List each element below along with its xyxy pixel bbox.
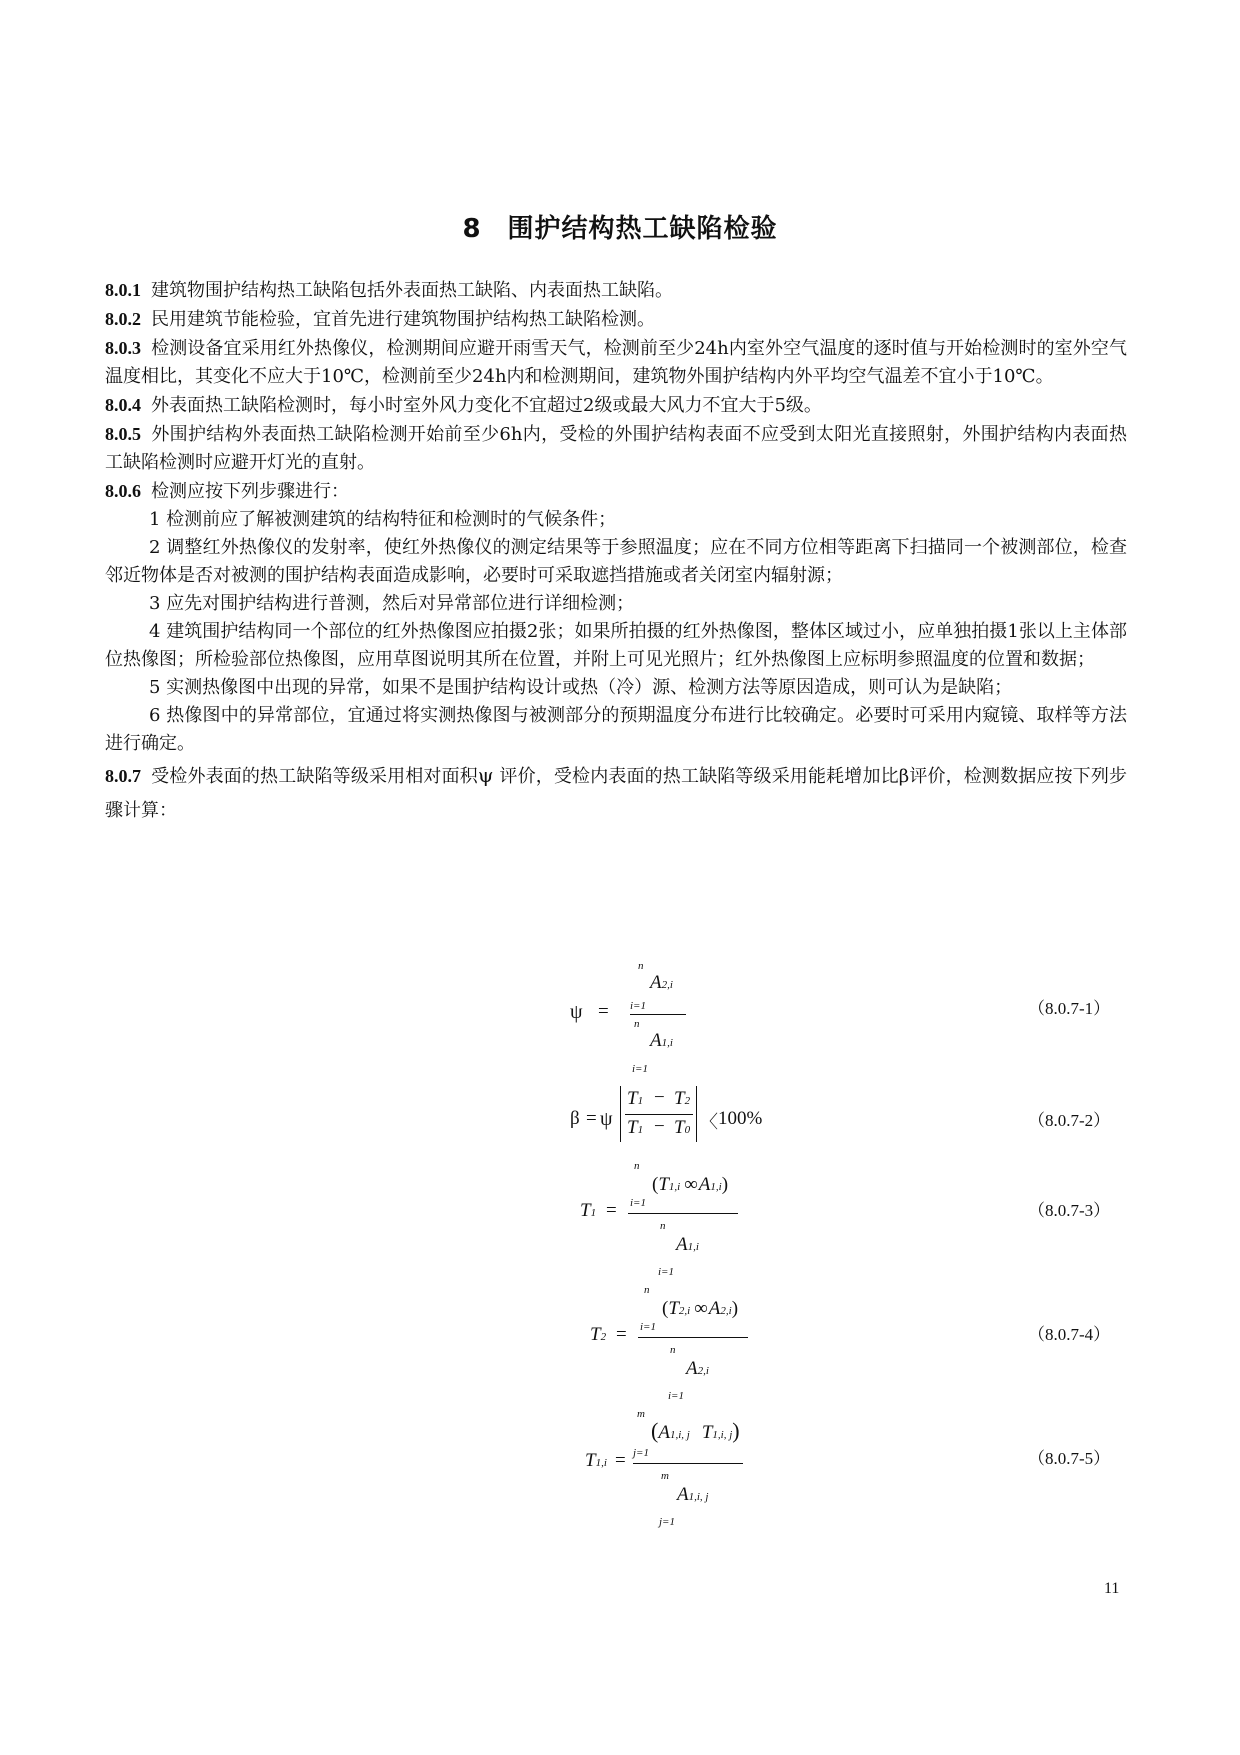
clause-text: 评价，检测数据应按下列步骤计算： — [105, 766, 1127, 821]
clause-text: 建筑物围护结构热工缺陷包括外表面热工缺陷、内表面热工缺陷。 — [151, 280, 673, 301]
fraction-bar — [638, 1337, 748, 1338]
clause-text: 受检外表面的热工缺陷等级采用相对面积 — [151, 766, 478, 787]
body-text — [105, 276, 1127, 828]
step-item: 5 实测热像图中出现的异常，如果不是围护结构设计或热（冷）源、检测方法等原因造成，则可认为是缺陷； — [149, 677, 1013, 698]
fraction-bar — [633, 1463, 743, 1464]
clause-number: 8.0.3 — [105, 338, 141, 358]
clause-text: 外围护结构外表面热工缺陷检测开始前至少6h内，受检的外围护结构表面不应受到太阳光直接照射，外围护结构内表面热工缺陷检测时应避开灯光的直射。 — [105, 424, 1127, 473]
clause-text: 评价，受检内表面的热工缺陷等级采用能耗增加比 — [493, 766, 899, 787]
clause-8-0-4 — [105, 391, 1127, 420]
chapter-title: 围护结构热工缺陷检验 — [507, 214, 778, 244]
step-item: 2 调整红外热像仪的发射率，使红外热像仪的测定结果等于参照温度；应在不同方位相等距离下扫描同一个被测部位，检查邻近物体是否对被测的围护结构表面造成影响，必要时可采取遮挡措施或者关闭室内辐射源； — [105, 537, 1127, 586]
clause-number: 8.0.2 — [105, 309, 141, 329]
clause-text: 检测设备宜采用红外热像仪，检测期间应避开雨雪天气，检测前至少24h内室外空气温度的逐时值与开始检测时的室外空气温度相比，其变化不应大于10℃，检测前至少24h内和检测期间，建筑物外围护结构内外平均空气温差不宜小于10℃。 — [105, 338, 1127, 387]
clause-8-0-1 — [105, 276, 1127, 305]
equation-number: （8.0.7-4） — [1028, 1325, 1111, 1344]
equation-number: （8.0.7-2） — [1028, 1111, 1111, 1130]
fraction-bar — [628, 1213, 738, 1214]
page-number: 11 — [1104, 1580, 1120, 1597]
clause-number: 8.0.4 — [105, 395, 141, 415]
clause-number: 8.0.7 — [105, 766, 141, 786]
document-page: 8 围护结构热工缺陷检验 8.0.1 建筑物围护结构热工缺陷包括外表面热工缺陷、内表面热工缺陷。 8.0.2 民用建筑节能检验，宜首先进行建筑物围护结构热工缺陷检测。 8.0.3 检测设备宜采用红外热像仪，检测期间应避开雨雪天气，检测前至少24h内室外空气温度的逐时值与开始检测时的室外空气温度相比，其变化不应大于10℃，检测前至少24h内和检测期间，建筑物外围护结构内外平均空气温差不宜小于10℃。 8.0.4 外表面热工缺陷检测时，每小时室外风力变化不宜超过2级或最大风力不宜大于5级。 8.0.5 外围护结构外表面热工缺陷检测开始前至少6h内，受检的外围护结构表面不应受到太阳光直接照射，外围护结构内表面热工缺陷检测时应避开灯光的直射。 8.0.6 检测应按下列步骤进行： 1 检测前应了解被测建筑的结构特征和检测时的气候条件； 2 调整红外热像仪的发射率，使红外热像仪的测定结果等于参照温度；应在不同方位相等距离下扫描同一个被测部位，检查邻近物体是否对被测的围护结构表面造成影响，必要时可采取遮挡措施或者关闭室内辐射源； 3 应先对围护结构进行普测，然后对异常部位进行详细检测； 4 建筑围护结构同一个部位的红外热像图应拍摄2张；如果所拍摄的红外热像图，整体区域过小，应单独拍摄1张以上主体部位热像图；所检验部位热像图，应用草图说明其所在位置，并附上可见光照片；红外热像图上应标明参照温度的位置和数据； 5 实测热像图中出现的异常，如果不是围护结构设计或热（冷）源、检测方法等原因造成，则可认为是缺陷； 6 热像图中的异常部位，宜通过将实测热像图与被测部分的预期温度分布进行比较确定。必要时可采用内窥镜、取样等方法进行确定。 8.0.7 受检外表面的热工缺陷等级采用相对面积ψ 评价，受检内表面的热工缺陷等级采用能耗增加比β评价，检测数据应按下列步骤计算： n A2,i ψ = i=1 n A1,i i=1 （8.0.7-1） β = ψ T1 − T2 T1 − T0 〈 100% （8.0.7-2） n (T1,i ∞A1,i) T1 = i=1 n A1,i i=1 （8.0.7-3） n (T2,i ∞A2,i) T2 = i=1 n A2,i i=1 （8.0.7-4） m (A1,i, j T1,i, j) T1,i = j=1 m A1,i, j j=1 （8.0.7-5） 11 — [0, 0, 1240, 1755]
clause-8-0-5 — [105, 420, 1127, 477]
clause-text: 外表面热工缺陷检测时，每小时室外风力变化不宜超过2级或最大风力不宜大于5级。 — [151, 395, 822, 416]
equation-number: （8.0.7-1） — [1028, 999, 1111, 1018]
step-item: 6 热像图中的异常部位，宜通过将实测热像图与被测部分的预期温度分布进行比较确定。必要时可采用内窥镜、取样等方法进行确定。 — [105, 705, 1127, 754]
chapter-heading — [0, 208, 1240, 245]
beta-symbol: β — [898, 766, 910, 787]
step-item: 3 应先对围护结构进行普测，然后对异常部位进行详细检测； — [149, 593, 635, 614]
clause-text: 民用建筑节能检验，宜首先进行建筑物围护结构热工缺陷检测。 — [151, 309, 655, 330]
psi-symbol: ψ — [477, 763, 494, 787]
clause-text: 检测应按下列步骤进行： — [151, 481, 349, 502]
clause-number: 8.0.6 — [105, 481, 141, 501]
chapter-number: 8 — [462, 214, 482, 244]
step-item: 1 检测前应了解被测建筑的结构特征和检测时的气候条件； — [149, 509, 617, 530]
clause-8-0-2 — [105, 305, 1127, 334]
clause-8-0-6 — [105, 477, 1127, 506]
clause-number: 8.0.5 — [105, 424, 141, 444]
step-item: 4 建筑围护结构同一个部位的红外热像图应拍摄2张；如果所拍摄的红外热像图，整体区域过小，应单独拍摄1张以上主体部位热像图；所检验部位热像图，应用草图说明其所在位置，并附上可见光照片；红外热像图上应标明参照温度的位置和数据； — [105, 621, 1127, 670]
fraction-bar — [625, 1114, 693, 1115]
clause-8-0-7 — [105, 758, 1127, 828]
clause-number: 8.0.1 — [105, 280, 141, 300]
equation-number: （8.0.7-5） — [1028, 1449, 1111, 1468]
equation-number: （8.0.7-3） — [1028, 1201, 1111, 1220]
fraction-bar — [630, 1014, 686, 1015]
clause-8-0-3 — [105, 334, 1127, 391]
